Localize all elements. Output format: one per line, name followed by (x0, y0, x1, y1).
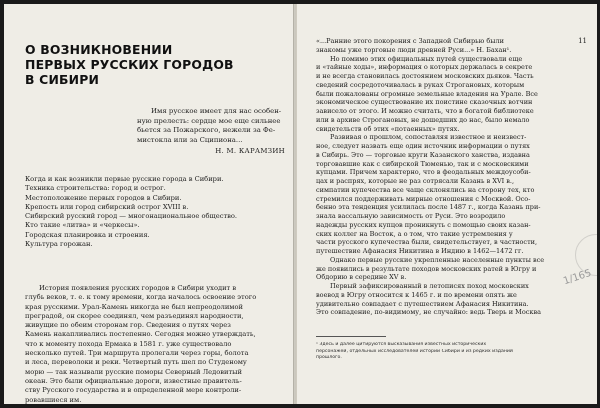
contents-item: Техника строительства: город и острог. (25, 184, 166, 193)
text-line: стремился поддерживать мирные отношения с Москвой. Осо- (316, 194, 531, 203)
text-line: ¹ Здесь и далее цитируются высказывания известных исторических (316, 342, 487, 347)
chapter-contents (25, 175, 290, 249)
text-line: экономическое существование их поистине сказочных вотчин (316, 98, 533, 107)
text-line: ное, следует назвать еще один источник информации о путях (316, 142, 530, 150)
text-line: симпатии купечества все чаще склонялись на сторону тех, кто (316, 185, 535, 194)
text-line: путешествие Афанасия Никитина в Индию в 1462—1472 гг. (316, 247, 524, 255)
text-line: ровавшиеся им. (25, 395, 82, 404)
text-line: Развивая о прошлом, сопоставляя известное и неизвест- (330, 133, 527, 142)
epigraph-author: Н. М. КАРАМЗИН (215, 147, 285, 156)
text-line: сведений сосредоточивалась в руках Строгановых, которым (316, 80, 525, 89)
text-line: зависело от этого. И можно считать, что в богатой библиотеке (316, 107, 534, 115)
chapter-title-line: В СИБИРИ (25, 72, 100, 87)
text-line: Обдорию в середине XV в. (316, 273, 407, 282)
contents-item: Местоположение первых городов в Сибири. (25, 193, 182, 202)
contents-item: Сибирский русский город — многонациональное общество. (25, 212, 238, 221)
contents-item: Культура горожан. (25, 240, 93, 249)
text-line: знакомы уже торговые люди древней Руси...» Н. Бахан¹. (316, 45, 512, 54)
chapter-title-line: О ВОЗНИКНОВЕНИИ (25, 42, 173, 57)
text-line: и не всегда становилась достоянием московских дьяков. Часть (316, 72, 534, 80)
footnote-divider (316, 336, 386, 337)
text-line: знала вассальную зависимость от Руси. Это возродило (316, 212, 506, 220)
footnote (316, 342, 586, 362)
contents-item: Когда и как возникли первые русские города в Сибири. (25, 175, 224, 183)
text-line: персонажей, отдельных исследователей истории Сибири и из редких изданий (316, 348, 513, 354)
epigraph-line: мистокла или за Сципиона... (137, 135, 243, 144)
right-body-text (316, 37, 582, 317)
text-line: глубь веков, т. е. к тому времени, когда началось освоение этого (25, 293, 257, 302)
chapter-title-line: ПЕРВЫХ РУССКИХ ГОРОДОВ (25, 57, 234, 72)
text-line: История появления русских городов в Сибири уходит в (39, 284, 237, 292)
text-line: цах и распрях, которые не раз сотрясали Казань в XVI в., (316, 177, 515, 185)
text-line: края русскими. Урал-Камень никогда не был непреодолимой (25, 302, 243, 311)
text-line: «...Ранние этого покорения с Западной Сибирью были (316, 37, 504, 45)
text-line: Первый зафиксированный в летописях поход московских (330, 282, 529, 290)
text-line: свидетельств об этих «потаенных» путях. (316, 124, 460, 133)
text-line: торговавшие как с сибирской Тюменью, так и с московскими (316, 159, 529, 168)
contents-item: Кто такие «литва» и «черкесы». (25, 221, 140, 230)
text-line: были пожалованы огромные земельные владения на Урале. Все (316, 89, 538, 98)
page-number: 11 (578, 37, 587, 45)
chapter-title (25, 42, 285, 87)
text-line: преградой, он скорее соединял, чем разъединял народности, (25, 311, 244, 320)
epigraph-line: Имя русское имеет для нас особен- (151, 107, 282, 115)
text-line: океан. Это были официальные дороги, известные правитель- (25, 376, 242, 385)
text-line: морю — так называли русские поморы Северный Ледовитый (25, 367, 242, 376)
handwritten-margin-note: 1/165 (562, 267, 593, 288)
text-line: части русского купечества были, свидетельствует, в частности, (316, 238, 538, 247)
text-line: прошлого. (316, 355, 342, 361)
epigraph (137, 107, 287, 157)
epigraph-line: бьется за Пожарского, нежели за Фе- (137, 126, 276, 135)
text-line: Но помимо этих официальных путей существовали еще (330, 54, 523, 63)
text-line: или в архиве Строгановых, не дошедших до нас, было немало (316, 115, 530, 124)
text-line: ских коллег на Восток, а о том, что такие устремления у (316, 229, 513, 238)
text-line: купцами. Причем характерно, что в феодальных междоусоби- (316, 168, 531, 177)
text-line: несколько путей. Три маршрута пролегали через горы, болота (25, 349, 249, 358)
left-page (4, 4, 295, 404)
text-line: ству Русского государства и в определенной мере контроли- (25, 386, 242, 395)
text-line: надежды русских купцов проникнуть с помощью своих казан- (316, 220, 531, 229)
text-line: в Сибирь. Это — торговые круги Казанского ханства, издавна (316, 150, 530, 159)
text-line: что к моменту похода Ермака в 1581 г. уже существовало (25, 339, 232, 348)
contents-item: Городская планировка и строения. (25, 230, 150, 239)
left-body-text (25, 284, 287, 404)
right-page (296, 4, 597, 404)
text-line: Это совпадение, по-видимому, не случайно: ведь Тверь и Москва (316, 308, 541, 317)
text-line: же появились в результате походов московских ратей в Югру и (316, 264, 537, 273)
epigraph-line: ную прелесть: сердце мое еще сильнее (137, 116, 281, 125)
text-line: удивительно совпадает с путешествием Афанасия Никитина. (316, 299, 529, 308)
text-line: и «тайные ходы», информация о которых держалась в секрете (316, 63, 533, 72)
text-line: воевод в Югру относится к 1465 г. и по времени опять же (316, 290, 517, 299)
text-line: Камень накапливались постепенно. Сегодня можно утверждать, (25, 330, 256, 339)
text-line: Однако первые русские укрепленные населенные пункты все (330, 255, 545, 264)
text-line: бенно эта тенденция усилилась после 1487 г., когда Казань при- (316, 203, 541, 212)
text-line: и леса, переволоки и реки. Четвертый путь шел по Студеному (25, 358, 247, 367)
text-line: живущие по обеим сторонам гор. Сведения о путях через (25, 321, 231, 330)
contents-item: Крепость или город сибирский острог XVIII в. (25, 202, 189, 211)
